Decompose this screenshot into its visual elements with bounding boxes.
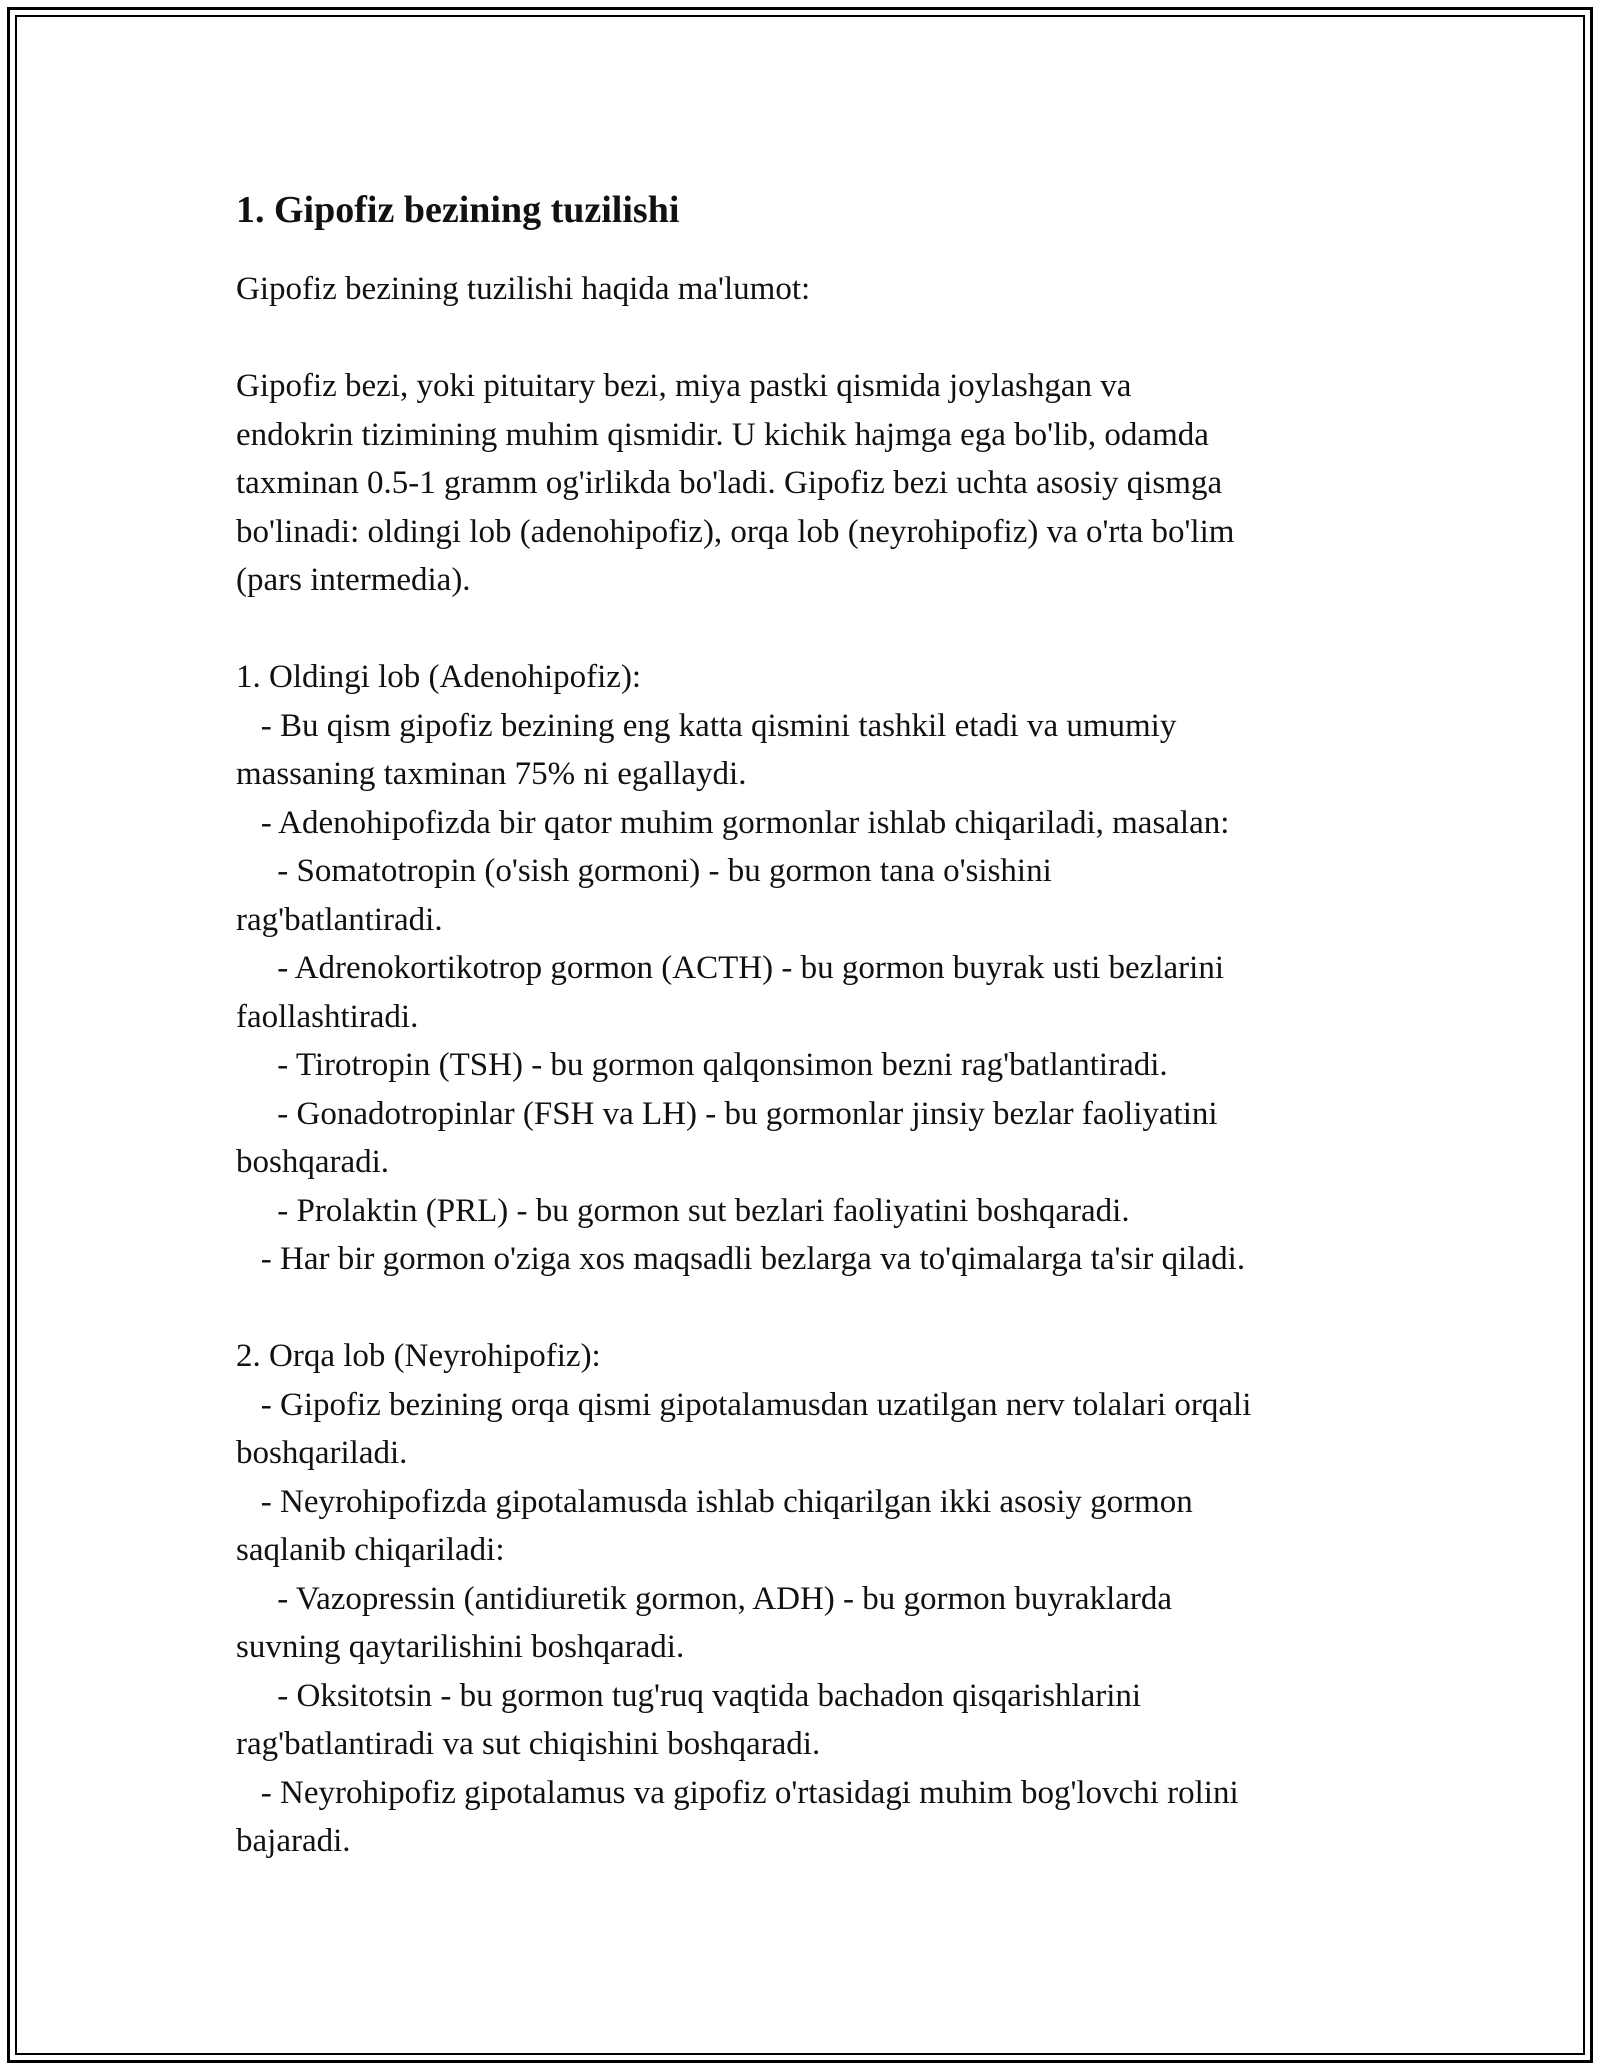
section-heading: 1. Gipofiz bezining tuzilishi bbox=[236, 189, 680, 231]
text-line: rag'batlantiradi. bbox=[236, 901, 443, 938]
text-line: boshqaradi. bbox=[236, 1144, 390, 1180]
text-line: faollashtiradi. bbox=[236, 998, 419, 1035]
text-line: - Tirotropin (TSH) - bu gormon qalqonsimon bezni rag'batlantiradi. bbox=[236, 1047, 1168, 1083]
text-line: - Bu qism gipofiz bezining eng katta qismini tashkil etadi va umumiy bbox=[236, 707, 1177, 744]
text-line: - Gonadotropinlar (FSH va LH) - bu gormonlar jinsiy bezlar faoliyatini bbox=[236, 1095, 1218, 1132]
text-line: massaning taxminan 75% ni egallaydi. bbox=[236, 756, 747, 792]
paragraph-spacer bbox=[236, 314, 1376, 363]
text-line: - Har bir gormon o'ziga xos maqsadli bezlarga va to'qimalarga ta'sir qiladi. bbox=[236, 1241, 1246, 1277]
paragraph-spacer bbox=[236, 1284, 1376, 1333]
text-line: - Somatotropin (o'sish gormoni) - bu gormon tana o'sishini bbox=[236, 853, 1052, 889]
text-line: endokrin tizimining muhim qismidir. U kichik hajmga ega bo'lib, odamda bbox=[236, 416, 1209, 453]
text-line: - Gipofiz bezining orqa qismi gipotalamusdan uzatilgan nerv tolalari orqali bbox=[236, 1386, 1252, 1423]
text-line: Gipofiz bezining tuzilishi haqida ma'lumot: bbox=[236, 271, 811, 307]
text-line: 1. Oldingi lob (Adenohipofiz): bbox=[236, 659, 642, 695]
text-line: - Prolaktin (PRL) - bu gormon sut bezlari faoliyatini boshqaradi. bbox=[236, 1192, 1130, 1229]
text-line: - Neyrohipofizda gipotalamusda ishlab chiqarilgan ikki asosiy gormon bbox=[236, 1483, 1193, 1520]
text-line: - Oksitotsin - bu gormon tug'ruq vaqtida bachadon qisqarishlarini bbox=[236, 1677, 1142, 1714]
text-line: (pars intermedia). bbox=[236, 562, 471, 598]
text-line: rag'batlantiradi va sut chiqishini boshqaradi. bbox=[236, 1726, 821, 1762]
text-line: - Adrenokortikotrop gormon (ACTH) - bu gormon buyrak usti bezlarini bbox=[236, 950, 1224, 986]
text-line: taxminan 0.5-1 gramm og'irlikda bo'ladi. Gipofiz bezi uchta asosiy qismga bbox=[236, 465, 1223, 501]
text-line: bajaradi. bbox=[236, 1823, 351, 1859]
text-line: bo'linadi: oldingi lob (adenohipofiz), orqa lob (neyrohipofiz) va o'rta bo'lim bbox=[236, 513, 1235, 550]
text-line: Gipofiz bezi, yoki pituitary bezi, miya pastki qismida joylashgan va bbox=[236, 368, 1132, 404]
text-line: suvning qaytarilishini boshqaradi. bbox=[236, 1629, 685, 1665]
text-line: - Vazopressin (antidiuretik gormon, ADH) - bu gormon buyraklarda bbox=[236, 1580, 1173, 1617]
document-body bbox=[236, 185, 1376, 1866]
text-line: boshqariladi. bbox=[236, 1435, 408, 1471]
text-line: - Adenohipofizda bir qator muhim gormonlar ishlab chiqariladi, masalan: bbox=[236, 804, 1230, 841]
text-line: - Neyrohipofiz gipotalamus va gipofiz o'rtasidagi muhim bog'lovchi rolini bbox=[236, 1774, 1239, 1811]
text-line: 2. Orqa lob (Neyrohipofiz): bbox=[236, 1338, 601, 1374]
paragraph-spacer bbox=[236, 605, 1376, 654]
text-line: saqlanib chiqariladi: bbox=[236, 1532, 505, 1568]
